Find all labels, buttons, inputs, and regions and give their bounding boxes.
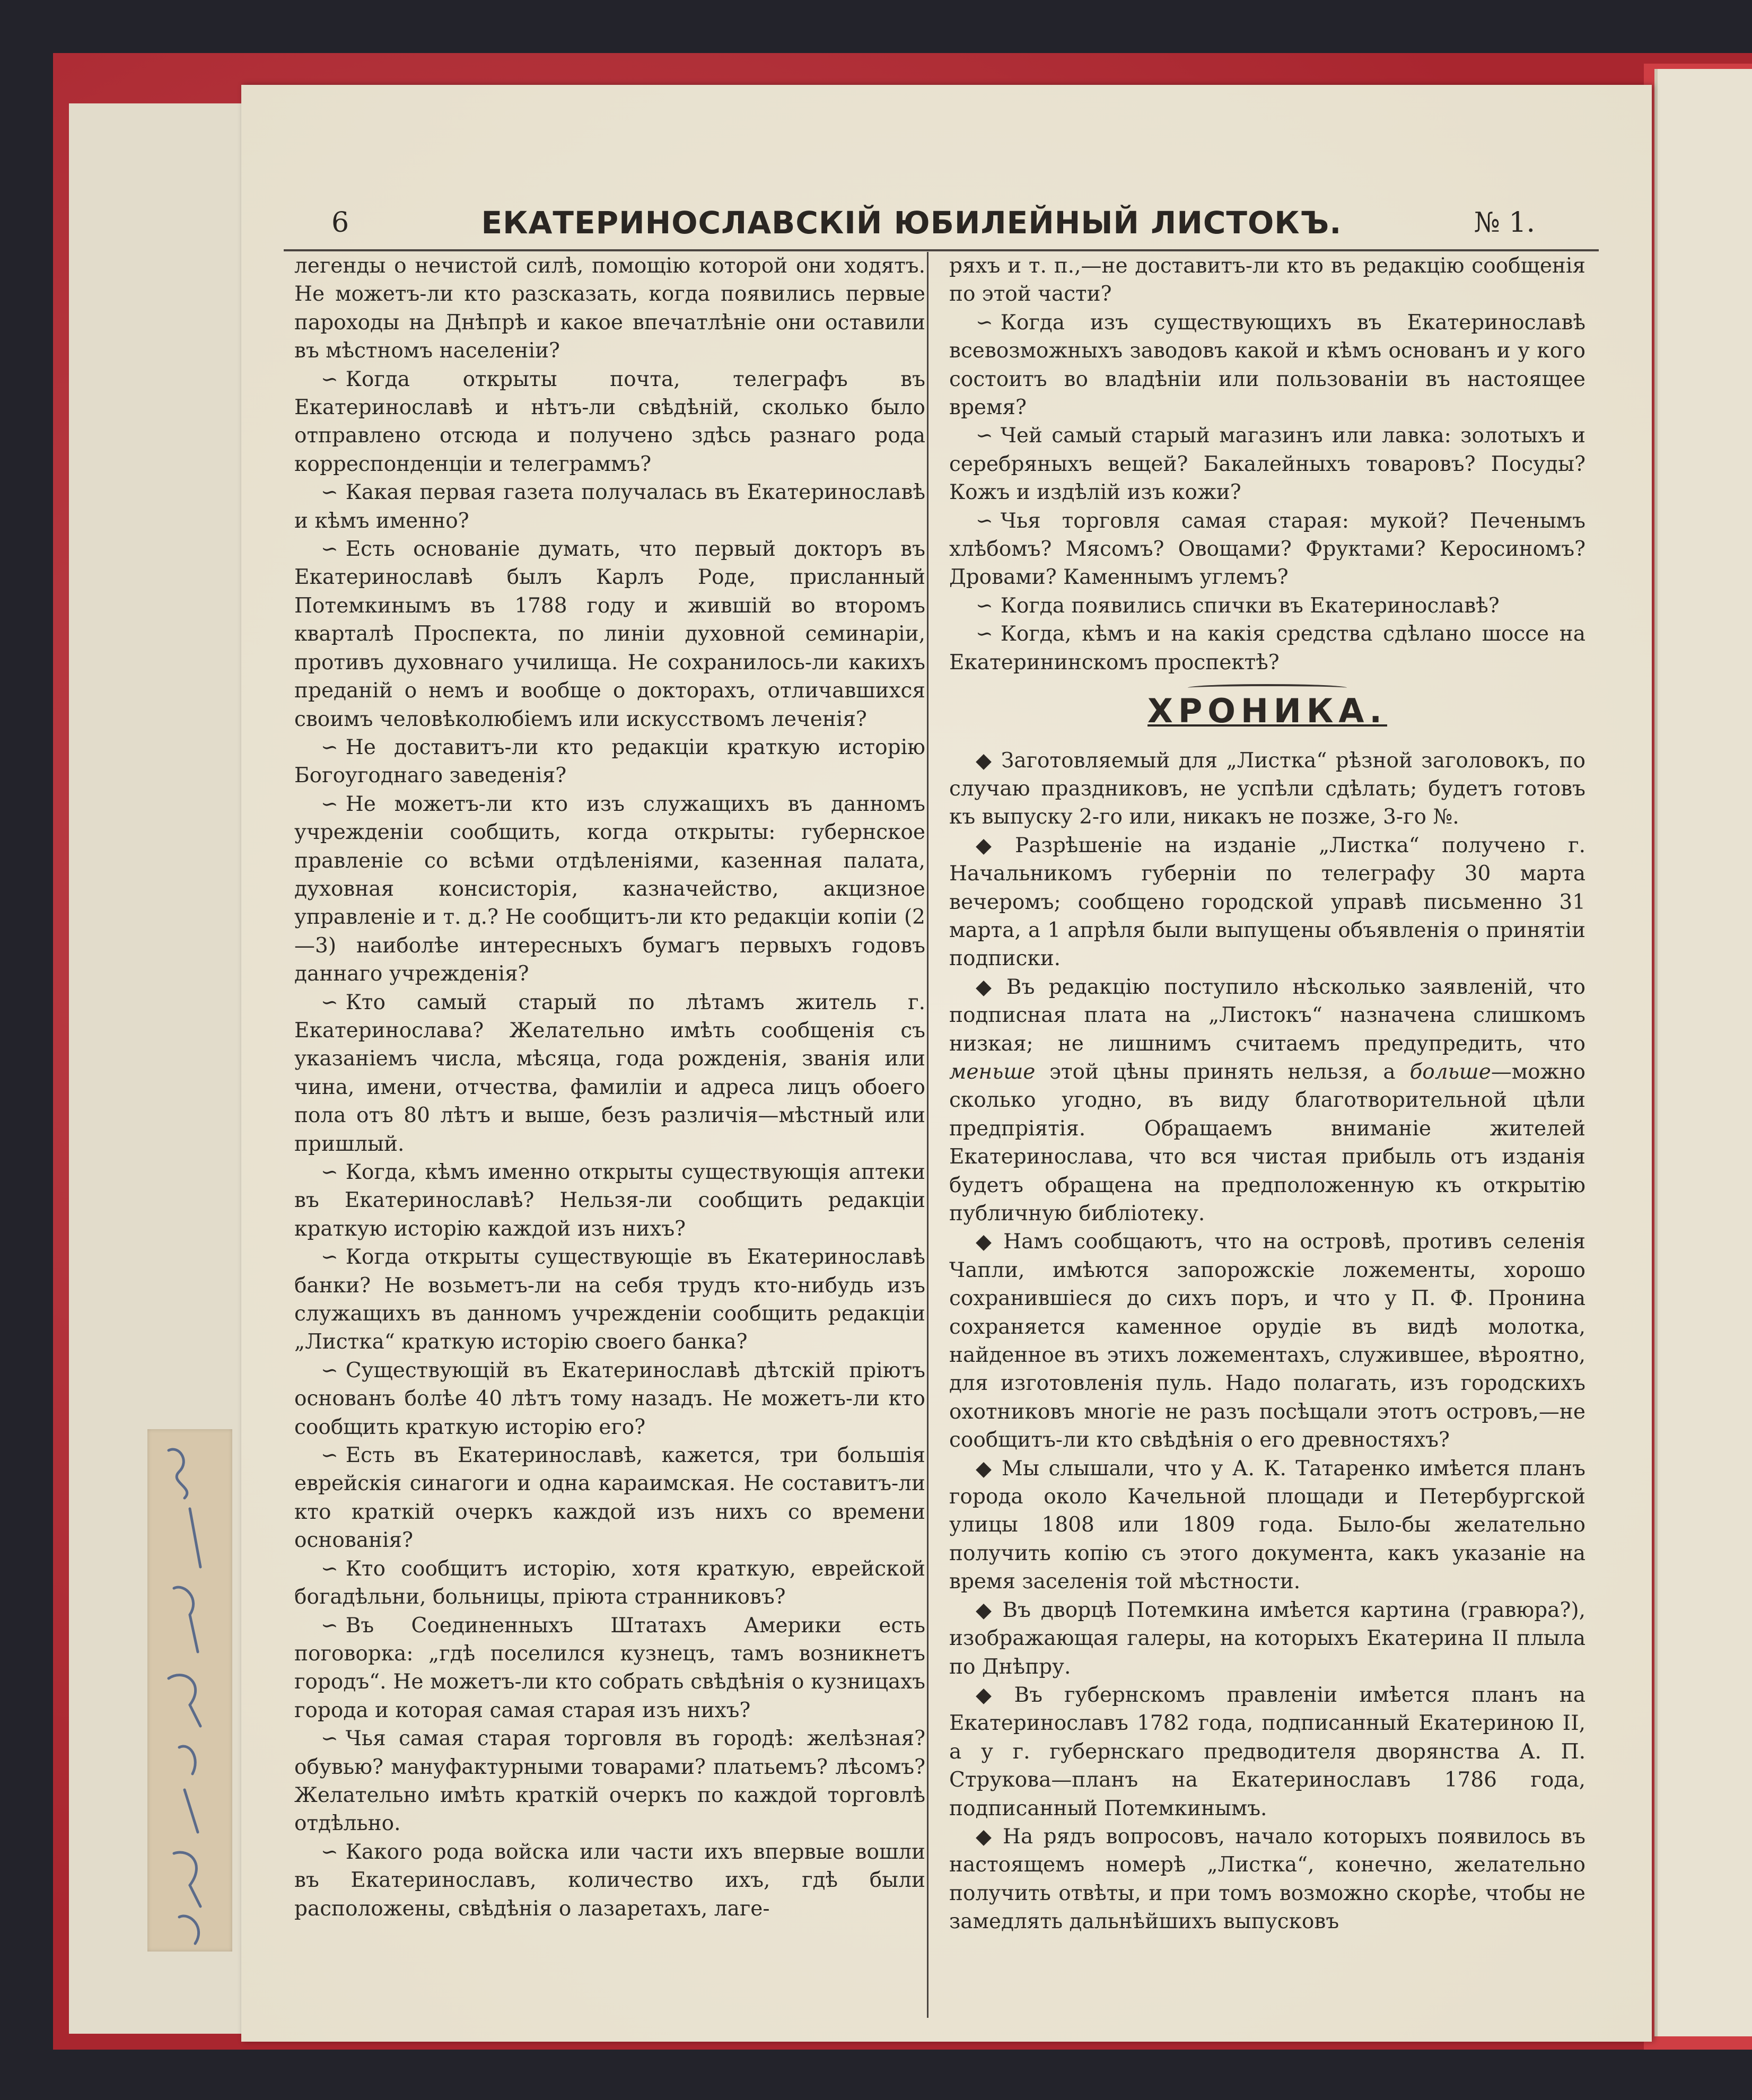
question-ornament-icon: ∽: [321, 1245, 338, 1270]
question-ornament-icon: ∽: [976, 310, 993, 335]
chronicle-ornament-icon: ◆: [976, 1598, 995, 1622]
paragraph-text: Когда появились спички въ Екатеринославѣ?: [1000, 593, 1500, 618]
chronicle-ornament-icon: ◆: [976, 975, 999, 999]
paragraph-text: Чей самый старый магазинъ или лавка: золотыхъ и серебряныхъ вещей? Бакалейныхъ товаровъ? Посуды? Кожъ и издѣлій изъ кожи?: [949, 424, 1585, 505]
chronicle-ornament-icon: ◆: [976, 1456, 995, 1481]
paragraph: [949, 309, 1585, 422]
question-ornament-icon: ∽: [976, 593, 993, 618]
paragraph: [294, 1243, 925, 1357]
paragraph: [294, 478, 925, 535]
questions-continued: [949, 252, 1585, 677]
question-ornament-icon: ∽: [321, 1443, 338, 1468]
header-rule: [284, 249, 1599, 251]
question-ornament-icon: ∽: [321, 1840, 338, 1864]
paragraph: [949, 1681, 1585, 1823]
question-ornament-icon: ∽: [976, 622, 993, 646]
paragraph-text: Когда, кѣмъ и на какія средства сдѣлано шоссе на Екатерининскомъ проспектѣ?: [949, 622, 1585, 675]
paragraph: [294, 365, 925, 479]
paragraph: [949, 620, 1585, 677]
paragraph-text: На рядъ вопросовъ, начало которыхъ появилось въ настоящемъ номерѣ „Листка“, конечно, желательно получить отвѣты, и при томъ возможно скорѣе, чтобы не замедлять дальнѣйшихъ выпусковъ: [949, 1824, 1585, 1934]
paragraph: [294, 1158, 925, 1243]
paragraph-text: Разрѣшеніе на изданіе „Листка“ получено г. Начальникомъ губерніи по телеграфу 30 марта вечеромъ; сообщено городской управѣ письменно 31 марта, а 1 апрѣля были выпущены объявленія о принятіи подписки.: [949, 833, 1585, 971]
paragraph: [294, 1725, 925, 1838]
chronicle-ornament-icon: ◆: [976, 1230, 996, 1254]
handwritten-shelf-label: [147, 1429, 232, 1952]
paragraph: [949, 1455, 1585, 1596]
section-separator-ornament: [1188, 684, 1347, 692]
paragraph-text: Чья самая старая торговля въ городѣ: желѣзная? обувью? мануфактурными товарами? платьемъ? лѣсомъ? Желательно имѣть краткій очеркъ по каждой торговлѣ отдѣльно.: [294, 1727, 925, 1836]
emphasis-text: меньше: [949, 1060, 1036, 1084]
paragraph: [294, 790, 925, 988]
paragraph-text: Не можетъ-ли кто изъ служащихъ въ данномъ учрежденіи сообщить, когда открыты: губернское правленіе со всѣми отдѣленіями, казенная палата, духовная консисторія, казначейство, акцизное управленіе и т. д.? Не сообщитъ-ли кто редакціи копіи (2—3) наиболѣе интересныхъ бумагъ первыхъ годовъ даннаго учрежденія?: [294, 792, 925, 986]
paragraph-text: легенды о нечистой силѣ, помощію которой они ходятъ. Не можетъ-ли кто разсказать, когда появились первые пароходы на Днѣпрѣ и какое впечатлѣніе они оставили въ мѣстномъ населеніи?: [294, 254, 925, 363]
paragraph: [949, 973, 1585, 1228]
paragraph: [294, 1612, 925, 1725]
left-column: [294, 252, 925, 1923]
paragraph-text: Заготовляемый для „Листка“ рѣзной заголовокъ, по случаю праздниковъ, не успѣли сдѣлать; будетъ готовъ къ выпуску 2-го или, никакъ не позже, 3-го №.: [949, 748, 1585, 829]
question-ornament-icon: ∽: [976, 509, 993, 533]
question-ornament-icon: ∽: [321, 1613, 338, 1638]
paragraph: [949, 592, 1585, 620]
right-column: [949, 252, 1585, 1936]
paragraph: [294, 733, 925, 790]
question-ornament-icon: ∽: [321, 792, 338, 816]
newspaper-page: [241, 85, 1652, 2042]
paragraph: [949, 1823, 1585, 1936]
paragraph: [294, 535, 925, 733]
paragraph: [294, 1441, 925, 1555]
paragraph-text: Есть въ Екатеринославѣ, кажется, три большія еврейскія синагоги и одна караимская. Не составитъ-ли кто краткій очеркъ каждой изъ нихъ со времени основанія?: [294, 1443, 925, 1553]
issue-number: № 1.: [1474, 207, 1535, 239]
paragraph: [294, 1357, 925, 1441]
page-number: 6: [331, 207, 349, 239]
paragraph-text: Кто сообщитъ исторію, хотя краткую, еврейской богадѣльни, больницы, пріюта странниковъ?: [294, 1556, 925, 1609]
question-ornament-icon: ∽: [321, 1160, 338, 1184]
chronicle-ornament-icon: ◆: [976, 1824, 996, 1849]
newspaper-title: ЕКАТЕРИНОСЛАВСКІЙ ЮБИЛЕЙНЫЙ ЛИСТОКЪ.: [481, 205, 1342, 241]
column-rule: [927, 252, 928, 2018]
paragraph-text: Въ редакцію поступило нѣсколько заявленій, что подписная плата на „Листокъ“ назначена слишкомъ низкая; не лишнимъ считаемъ предупредить, что: [949, 975, 1585, 1056]
paragraph: [294, 1555, 925, 1612]
paragraph-text: Когда открыты существующіе въ Екатеринославѣ банки? Не возьметъ-ли на себя трудъ кто-нибудь изъ служащихъ въ данномъ учрежденіи сообщить редакціи „Листка“ краткую исторію своего банка?: [294, 1245, 925, 1354]
paragraph-text: Есть основаніе думать, что первый докторъ въ Екатеринославѣ былъ Карлъ Роде, присланный Потемкинымъ въ 1788 году и жившій во второмъ кварталѣ Проспекта, по линіи духовной семинаріи, противъ духовнаго училища. Не сохранилось-ли какихъ преданій о немъ и вообще о докторахъ, отличавшихся своимъ человѣколюбіемъ или искусствомъ леченія?: [294, 537, 925, 731]
paragraph-text: Въ Соединенныхъ Штатахъ Америки есть поговорка: „гдѣ поселился кузнецъ, тамъ возникнетъ городъ“. Не можетъ-ли кто собрать свѣдѣнія о кузницахъ города и которая самая старая изъ нихъ?: [294, 1613, 925, 1722]
question-ornament-icon: ∽: [321, 480, 338, 505]
chronicle-ornament-icon: ◆: [976, 1683, 1007, 1707]
chronicle-heading: ХРОНИКА.: [1147, 692, 1387, 731]
question-ornament-icon: ∽: [321, 367, 338, 391]
paragraph-text: этой цѣны принять нельзя, а: [1035, 1060, 1410, 1084]
paragraph-text: Когда открыты почта, телеграфъ въ Екатеринославѣ и нѣтъ-ли свѣдѣній, сколько было отправлено отсюда и получено здѣсь разнаго рода корреспонденціи и телеграммъ?: [294, 367, 925, 476]
paragraph-text: Кто самый старый по лѣтамъ житель г. Екатеринослава? Желательно имѣть сообщенія съ указаніемъ числа, мѣсяца, года рожденія, званія или чина, имени, отчества, фамиліи и адреса лицъ обоего пола отъ 80 лѣтъ и выше, безъ различія—мѣстный или пришлый.: [294, 990, 925, 1156]
page-header: [331, 194, 1535, 252]
question-ornament-icon: ∽: [321, 537, 338, 562]
paragraph-text: Въ дворцѣ Потемкина имѣется картина (гравюра?), изображающая галеры, на которыхъ Екатерина II плыла по Днѣпру.: [949, 1598, 1585, 1679]
paragraph-text: Не доставитъ-ли кто редакціи краткую исторію Богоугоднаго заведенія?: [294, 735, 925, 788]
paragraph: [949, 422, 1585, 506]
paragraph: [294, 988, 925, 1158]
chronicle-section: [949, 747, 1585, 1936]
paragraph-text: Мы слышали, что у А. К. Татаренко имѣется планъ города около Качельной площади и Петербургской улицы 1808 или 1809 года. Было-бы желательно получить копію съ этого документа, какъ указаніе на время заселенія той мѣстности.: [949, 1456, 1585, 1594]
chronicle-ornament-icon: ◆: [976, 833, 1008, 858]
paragraph-text: Чья торговля самая старая: мукой? Печенымъ хлѣбомъ? Мясомъ? Овощами? Фруктами? Керосиномъ? Дровами? Каменнымъ углемъ?: [949, 509, 1585, 590]
paragraph: [949, 507, 1585, 592]
question-ornament-icon: ∽: [321, 1556, 338, 1581]
paragraph: [949, 832, 1585, 973]
paragraph: [294, 252, 925, 365]
emphasis-text: больше: [1409, 1060, 1491, 1084]
paragraph-text: Когда изъ существующихъ въ Екатеринославѣ всевозможныхъ заводовъ какой и кѣмъ основанъ и у кого состоитъ во владѣніи или пользованіи въ настоящее время?: [949, 310, 1585, 420]
paragraph: [949, 747, 1585, 832]
paragraph: [949, 1596, 1585, 1681]
paragraph: [294, 1838, 925, 1923]
paragraph-text: Какая первая газета получалась въ Екатеринославѣ и кѣмъ именно?: [294, 480, 925, 533]
question-ornament-icon: ∽: [321, 1727, 338, 1751]
paragraph-text: Намъ сообщаютъ, что на островѣ, противъ селенія Чапли, имѣются запорожскіе ложементы, хорошо сохранившіеся до сихъ поръ, и что у П. Ф. Пронина сохраняется каменное орудіе въ видѣ молотка, найденное въ этихъ ложементахъ, служившее, вѣроятно, для изготовленія пуль. Надо полагать, изъ городскихъ охотниковъ многіе не разъ посѣщали этотъ островъ,—не сообщитъ-ли кто свѣдѣнія о его древностяхъ?: [949, 1230, 1586, 1452]
question-ornament-icon: ∽: [321, 990, 338, 1014]
paragraph-text: —можно сколько угодно, въ виду благотворительной цѣли предпріятія. Обращаемъ вниманіе жителей Екатеринослава, что вся чистая прибыль отъ изданія будетъ обращена на предположенную къ открытію публичную библіотеку.: [949, 1060, 1585, 1226]
paragraph: [949, 252, 1585, 309]
question-ornament-icon: ∽: [976, 424, 993, 448]
paragraph-text: ряхъ и т. п.,—не доставитъ-ли кто въ редакцію сообщенія по этой части?: [949, 254, 1585, 307]
paragraph-text: Въ губернскомъ правленіи имѣется планъ на Екатеринославъ 1782 года, подписанный Екатериною II, а у г. губернскаго предводителя дворянства А. П. Струкова—планъ на Екатеринославъ 1786 года, подписанный Потемкинымъ.: [949, 1683, 1585, 1821]
paragraph-text: Какого рода войска или части ихъ впервые вошли въ Екатеринославъ, количество ихъ, гдѣ были расположены, свѣдѣнія о лазаретахъ, лаге-: [294, 1840, 925, 1921]
question-ornament-icon: ∽: [321, 1358, 338, 1382]
question-ornament-icon: ∽: [321, 735, 338, 759]
chronicle-ornament-icon: ◆: [976, 748, 994, 773]
next-page-edge: [1654, 69, 1752, 2036]
paragraph-text: Когда, кѣмъ именно открыты существующія аптеки въ Екатеринославѣ? Нельзя-ли сообщить редакціи краткую исторію каждой изъ нихъ?: [294, 1160, 925, 1241]
paragraph: [949, 1228, 1585, 1454]
paragraph-text: Существующій въ Екатеринославѣ дѣтскій пріютъ основанъ болѣе 40 лѣтъ тому назадъ. Не можетъ-ли кто сообщить краткую исторію его?: [294, 1358, 925, 1439]
